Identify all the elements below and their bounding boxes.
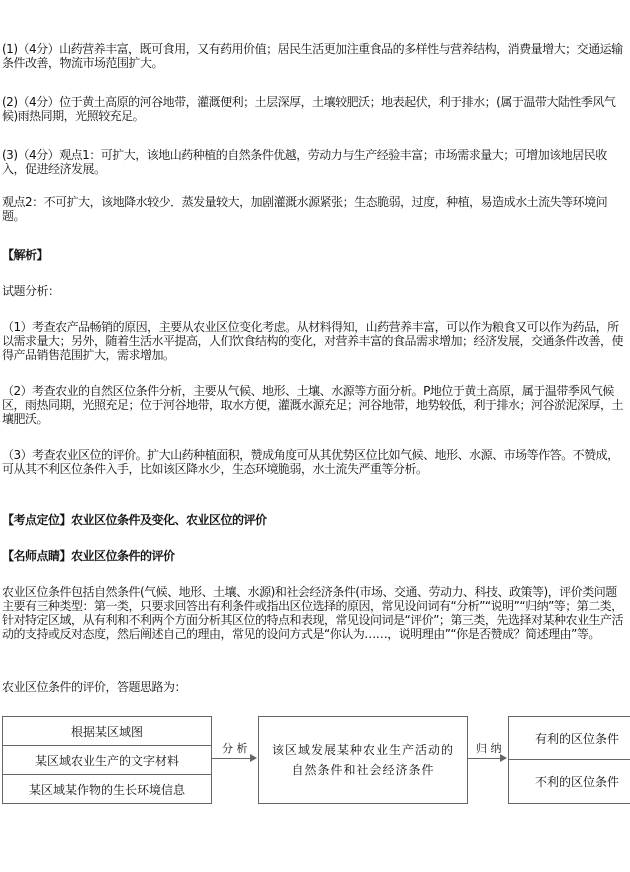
- answer-2: (2)（4分）位于黄土高原的河谷地带，灌溉便利；土层深厚，土壤较肥沃；地表起伏，利于排水；(属于温带大陆性季风气候)雨热同期，光照较充足。: [2, 95, 616, 123]
- answer-1: (1)（4分）山药营养丰富，既可食用，又有药用价值；居民生活更加注重食品的多样性与营养结构，消费量增大；交通运输条件改善，物流市场范围扩大。: [2, 42, 623, 70]
- mingshi-paragraph: 农业区位条件包括自然条件(气候、地形、土壤、水源)和社会经济条件(市场、交通、劳动力、科技、政策等)，评价类问题主要有三种类型：第一类，只要求回答出有利条件或指出区位选择的原因，常见设问词有“分析”“说明”“归纳”等；第二类，针对特定区域，从有利和不利两个方面分析其区位的特点和表现，常见设问词是“评价”；第三类，先选择对某种农业生产活动的支持或反对态度，然后阐述自己的理由，常见的设问方式是“你认为……，说明理由”“你是否赞成？简述理由”等。: [2, 585, 623, 641]
- arrowhead-1: [250, 754, 257, 762]
- analysis-paragraph-3: （3）考查农业区位的评价。扩大山药种植面积，赞成角度可从其优势区位比如气候、地形、水源、市场等作答。不赞成，可从其不利区位条件入手，比如该区降水少，生态环境脆弱，水土流失严重等分析。: [2, 448, 619, 476]
- analysis-paragraph-2: （2）考查农业的自然区位条件分析，主要从气候、地形、土壤、水源等方面分析。P地位于黄土高原，属于温带季风气候区，雨热同期，光照充足；位于河谷地带，取水方便，灌溉水源充足；河谷地带，地势较低，利于排水；河谷淤泥深厚，土壤肥沃。: [2, 384, 624, 426]
- middle-box: 该区域发展某种农业生产活动的自然条件和社会经济条件: [258, 716, 468, 804]
- arrow-label-analyze: 分 析: [222, 742, 248, 755]
- analysis-intro: 试题分析：: [2, 284, 60, 298]
- arrow-label-summarize: 归 纳: [476, 742, 502, 755]
- left-box-1: 根据某区域图: [2, 716, 212, 746]
- analysis-paragraph-1: （1）考查农产品畅销的原因，主要从农业区位变化考虑。从材料得知，山药营养丰富，可以作为粮食又可以作为药品，所以需求量大；另外，随着生活水平提高，人们饮食结构的变化，对营养丰富的食品需求增加；经济发展，交通条件改善，使得产品销售范围扩大，需求增加。: [2, 320, 624, 362]
- left-box-3: 某区域某作物的生长环境信息: [2, 774, 212, 804]
- mingshi-heading: 【名师点睛】农业区位条件的评价: [2, 549, 175, 563]
- answer-4: 观点2：不可扩大，该地降水较少．蒸发量较大，加剧灌溉水源紧张；生态脆弱，过度，种植，易造成水土流失等环境问题。: [2, 195, 608, 223]
- arrow-line-2: [468, 758, 502, 759]
- answer-3: (3)（4分）观点1：可扩大，该地山药种植的自然条件优越，劳动力与生产经验丰富；市场需求量大；可增加该地居民收入，促进经济发展。: [2, 148, 607, 176]
- arrow-line-1: [212, 758, 252, 759]
- right-box-unfavorable: 不利的区位条件: [508, 759, 630, 804]
- analysis-heading: 【解析】: [2, 248, 49, 262]
- mingshi-lead-in: 农业区位条件的评价，答题思路为：: [2, 680, 187, 694]
- left-box-2: 某区域农业生产的文字材料: [2, 745, 212, 775]
- kaodian-label: 【考点定位】农业区位条件及变化、农业区位的评价: [2, 513, 267, 527]
- arrowhead-2: [500, 754, 507, 762]
- right-box-favorable: 有利的区位条件: [508, 716, 630, 760]
